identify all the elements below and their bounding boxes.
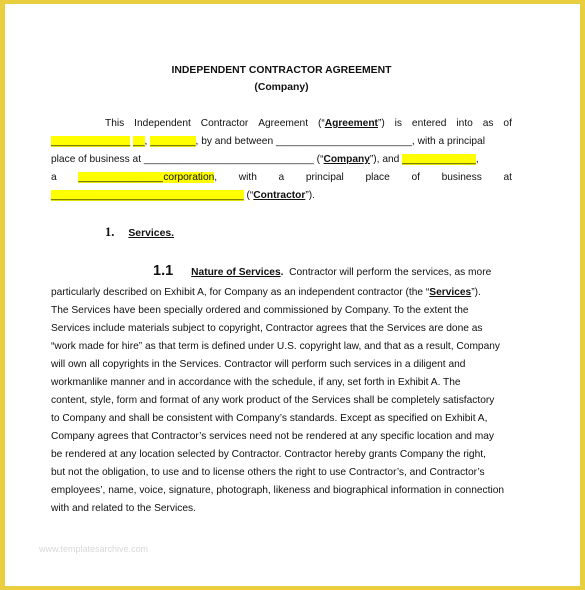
company-term: Company: [323, 154, 370, 165]
intro-word: into: [456, 118, 473, 129]
body-line: Company agrees that Contractor’s services need not be rendered at any specific location and may: [51, 431, 495, 442]
watermark: www.templatesarchive.com: [39, 544, 149, 554]
contractor-term: Contractor: [253, 190, 306, 201]
body-line: content, style, form and format of any work product of the Services shall be completely satisfactory: [51, 395, 495, 406]
intro-line-2-text: , by and between ________________________, with a principal: [195, 136, 485, 147]
section-number: 1.: [105, 225, 115, 239]
subsection-title: Nature of Services: [191, 267, 281, 278]
intro-line-3: place of business at ______________________________ (“Company”), and _____________,: [51, 154, 479, 165]
intro-line-2: ______________ __, ________, by and between ________________________, with a principal: [51, 136, 485, 147]
intro-word: of: [503, 118, 512, 129]
date-blank[interactable]: ______________: [51, 136, 131, 147]
subsection-heading: 1.1 Nature of Services. Contractor will perform the services, as more: [153, 263, 492, 279]
contractor-name-blank[interactable]: _____________: [402, 154, 476, 165]
body-line: with and related to the Services.: [51, 503, 196, 514]
intro-line-5: __________________________________ (“Contractor”).: [51, 190, 315, 201]
corporation-blank[interactable]: _______________corporation,: [78, 172, 218, 183]
intro-word: is: [394, 118, 403, 129]
body-line: employees’, name, voice, signature, photograph, likeness and biographical information in connection: [51, 485, 505, 496]
body-line: particularly described on Exhibit A, for Company as an independent contractor (the “Services”).: [51, 287, 481, 298]
body-line: The Services have been specially ordered and commissioned by Company. To the extent the: [51, 305, 469, 316]
intro-agreement-term: (“Agreement”): [317, 118, 385, 129]
section-heading: [105, 223, 174, 243]
intro-word: This: [105, 118, 125, 129]
intro-line-4: a _______________corporation, with a principal place of business at: [51, 169, 512, 187]
intro-word: entered: [411, 118, 447, 129]
body-line: workmanlike manner and in accordance with the schedule, if any, set forth in Exhibit A. The: [51, 377, 461, 388]
body-line: will own all copyrights in the Services. Contractor will perform such services in a diligent and: [51, 359, 466, 370]
document-title: INDEPENDENT CONTRACTOR AGREEMENT: [171, 65, 392, 76]
body-line: but not the obligation, to use and to license others the right to use Contractor’s, and Contractor’s: [51, 467, 485, 478]
intro-word: Independent: [134, 118, 191, 129]
subsection-number: 1.1: [153, 263, 174, 279]
services-term: Services: [429, 287, 472, 298]
body-line: Services include materials subject to copyright, Contractor agrees that the Services are done as: [51, 323, 483, 334]
body-line: to Company and shall be consistent with Company’s standards. Except as specified on Exhibit A,: [51, 413, 488, 424]
body-line: be rendered at any location selected by Contractor. Contractor hereby grants Company the right,: [51, 449, 486, 460]
document-subtitle: (Company): [254, 82, 309, 93]
year-blank[interactable]: ________: [150, 136, 196, 147]
body-line: “work made for hire” as that term is defined under U.S. copyright law, and that as a result, Company: [51, 341, 501, 352]
section-label: Services.: [128, 228, 175, 239]
intro-word: as: [482, 118, 494, 129]
intro-word: Contractor: [200, 118, 249, 129]
address-blank[interactable]: __________________________________: [51, 190, 244, 201]
document-page: [5, 4, 580, 586]
date-blank-short[interactable]: __: [133, 136, 145, 147]
subsection-first-line: Contractor will perform the services, as more: [289, 267, 492, 278]
intro-word: Agreement: [258, 118, 309, 129]
intro-line-1: [105, 115, 512, 133]
